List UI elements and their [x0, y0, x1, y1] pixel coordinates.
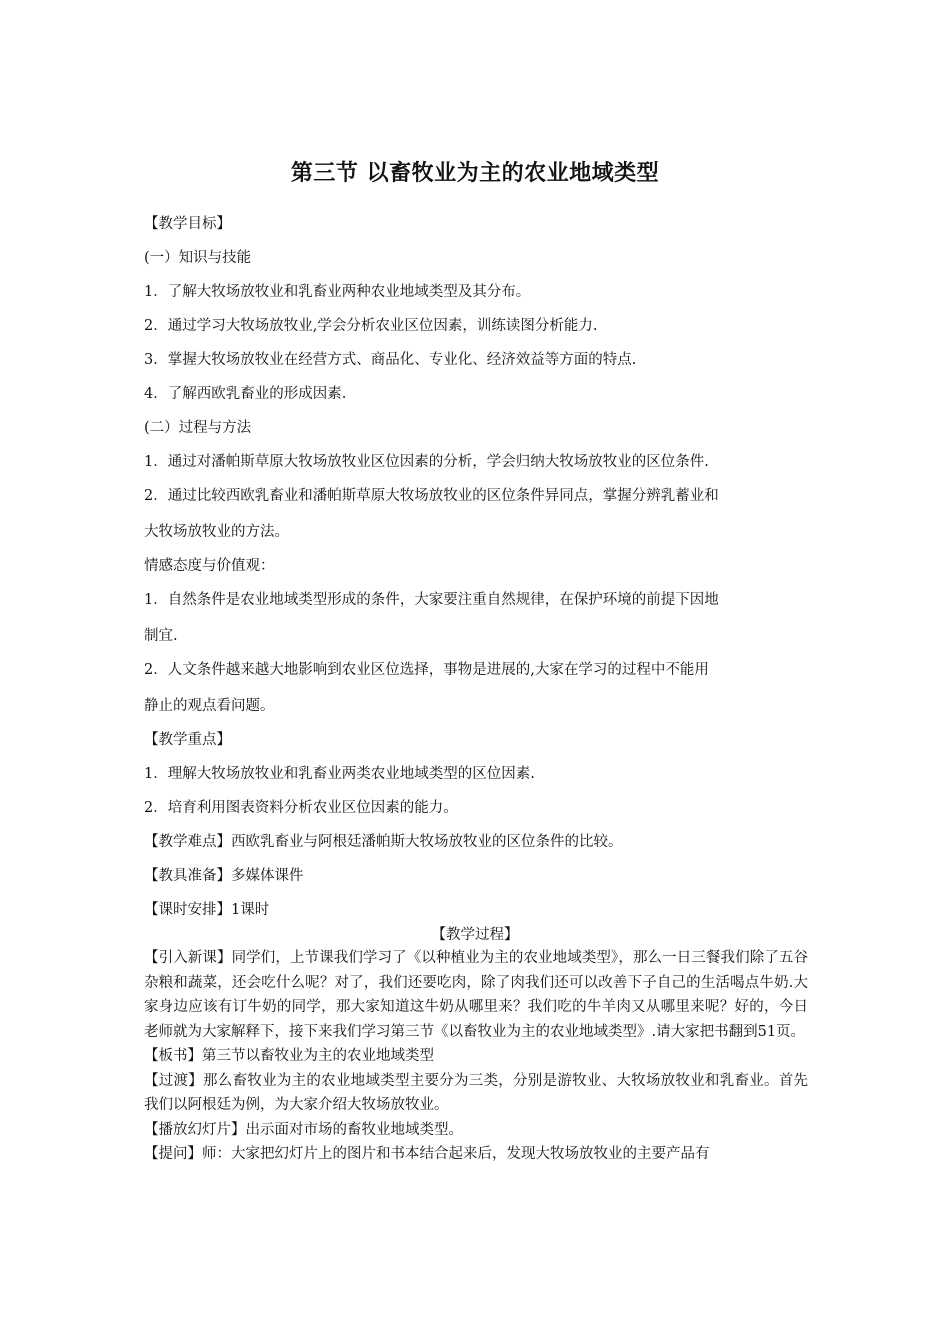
emotion-values-subheading: 情感态度与价值观：	[144, 558, 275, 574]
method-item-1: 1．通过对潘帕斯草原大牧场放牧业区位因素的分析，学会归纳大牧场放牧业的区位条件.	[144, 454, 709, 470]
knowledge-skills-subheading: (一）知识与技能	[144, 250, 252, 266]
knowledge-item-2: 2．通过学习大牧场放牧业,学会分析农业区位因素，训练读图分析能力.	[144, 318, 598, 334]
board-paragraph: 【板书】第三节以畜牧业为主的农业地域类型	[144, 1048, 434, 1064]
question-paragraph: 【提问】师：大家把幻灯片上的图片和书本结合起来后，发现大牧场放牧业的主要产品有	[144, 1146, 710, 1162]
method-item-2-line-2: 大牧场放牧业的方法。	[144, 524, 289, 540]
key-points-heading: 【教学重点】	[144, 732, 231, 748]
lesson-plan-header-section	[144, 212, 808, 932]
key-point-1: 1．理解大牧场放牧业和乳畜业两类农业地域类型的区位因素.	[144, 766, 535, 782]
emotion-item-1-line-2: 制宜.	[144, 628, 178, 644]
document-title: 第三节 以畜牧业为主的农业地域类型	[290, 161, 660, 186]
method-item-2-line-1: 2．通过比较西欧乳畜业和潘帕斯草原大牧场放牧业的区位条件异同点，掌握分辨乳蓄业和	[144, 488, 719, 504]
teaching-process-heading: 【教学过程】	[431, 927, 519, 943]
teaching-materials: 【教具准备】多媒体课件	[144, 868, 304, 884]
process-methods-subheading: (二）过程与方法	[144, 420, 252, 436]
slides-paragraph: 【播放幻灯片】出示面对市场的畜牧业地域类型。	[144, 1121, 463, 1138]
key-point-2: 2．培育利用图表资料分析农业区位因素的能力。	[144, 800, 458, 816]
objectives-heading: 【教学目标】	[144, 216, 231, 232]
emotion-item-1-line-1: 1．自然条件是农业地域类型形成的条件，大家要注重自然规律，在保护环境的前提下因地	[144, 592, 719, 608]
transition-paragraph: 【过渡】那么畜牧业为主的农业地域类型主要分为三类，分别是游牧业、大牧场放牧业和乳畜业。首先我们以阿根廷为例，为大家介绍大牧场放牧业。	[144, 1072, 808, 1113]
knowledge-item-3: 3．掌握大牧场放牧业在经营方式、商品化、专业化、经济效益等方面的特点.	[144, 352, 637, 368]
knowledge-item-1: 1．了解大牧场放牧业和乳畜业两种农业地域类型及其分布。	[144, 284, 531, 300]
teaching-difficulty: 【教学难点】西欧乳畜业与阿根廷潘帕斯大牧场放牧业的区位条件的比较。	[144, 834, 623, 850]
emotion-item-2-line-2: 静止的观点看问题。	[144, 698, 275, 714]
teaching-process-section	[144, 946, 808, 1167]
intro-paragraph: 【引入新课】同学们，上节课我们学习了《以种植业为主的农业地域类型》，那么一日三餐我们除了五谷杂粮和蔬菜，还会吃什么呢？对了，我们还要吃肉，除了肉我们还可以改善下子自己的生活喝点牛奶.大家身边应该有订牛奶的同学，那大家知道这牛奶从哪里来？我们吃的牛羊肉又从哪里来呢？好的，今日老师就为大家解释下，接下来我们学习第三节《以畜牧业为主的农业地域类型》.请大家把书翻到51页。	[144, 950, 808, 1040]
knowledge-item-4: 4．了解西欧乳畜业的形成因素.	[144, 386, 347, 402]
emotion-item-2-line-1: 2．人文条件越来越大地影响到农业区位选择，事物是进展的,大家在学习的过程中不能用	[144, 662, 709, 678]
class-schedule: 【课时安排】1课时	[144, 902, 270, 918]
